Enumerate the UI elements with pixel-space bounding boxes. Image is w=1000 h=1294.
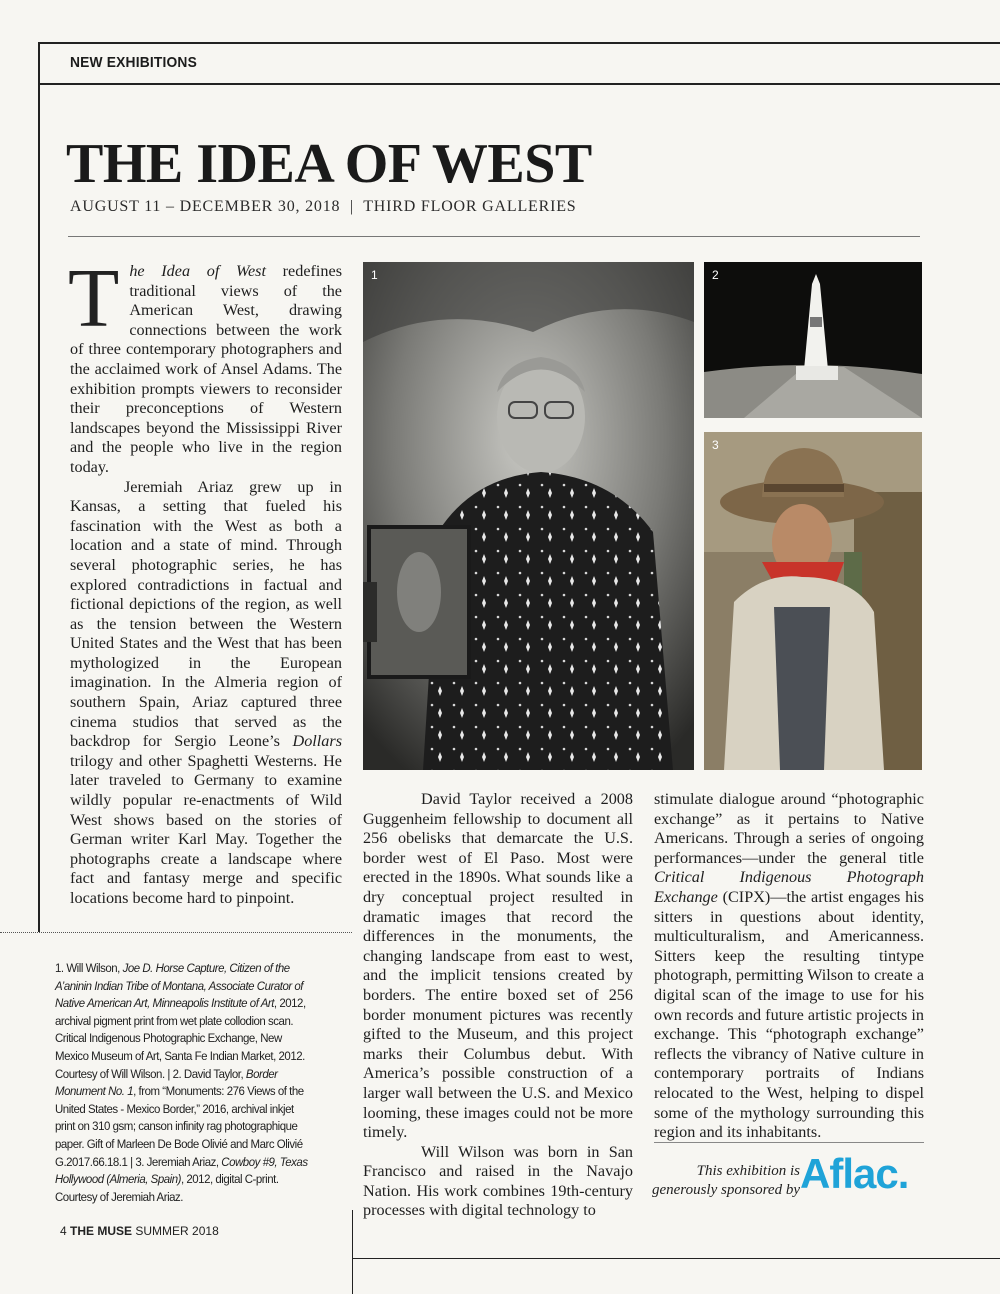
photo-wilson-portrait bbox=[363, 262, 694, 770]
cipx-paragraph: stimulate dialogue around “photographic exchange” as it pertains to Native Americans. Through a series of ongoing performances—under the general title Critical Indigenous Photograph Exchange (CIPX)—the artist engages his sitters in questions about identity, multiculturalism, and Americanness. Sitters keep the resulting tintype photograph, permitting Wilson to create a digital scan of the image to use for his own records and future artistic projects in exchange. This “photograph exchange” reflects the vibrancy of Native culture in contemporary portraits of Indians relocated to the West, helping to dispel some of the mythology surrounding this region and its inhabitants. bbox=[654, 790, 924, 1142]
left-frame-line bbox=[38, 42, 40, 932]
obelisk-image bbox=[704, 262, 922, 418]
header-rule bbox=[38, 83, 1000, 85]
photo-number-2: 2 bbox=[712, 268, 719, 282]
photo-cowboy bbox=[704, 432, 922, 770]
caption-dotted-separator bbox=[0, 932, 352, 933]
aflac-logo: Aflac. bbox=[800, 1150, 909, 1197]
exhibition-dates: AUGUST 11 – DECEMBER 30, 2018 | THIRD FLOOR GALLERIES bbox=[70, 198, 577, 215]
photo-number-3: 3 bbox=[712, 438, 719, 452]
page-number: 4 bbox=[60, 1224, 67, 1238]
photo-number-1: 1 bbox=[371, 268, 378, 282]
article-column-3 bbox=[654, 790, 924, 1143]
drop-cap: T bbox=[68, 252, 120, 345]
section-label: NEW EXHIBITIONS bbox=[70, 54, 197, 71]
intro-paragraph: The Idea of West redefines traditional views of the American West, drawing connections between the work of three contemporary photographers and the acclaimed work of Ansel Adams. The exhibition prompts viewers to reconsider their preconceptions of Western landscapes beyond the Mississippi River and the people who live in the region today. bbox=[68, 252, 342, 476]
sponsor-text: This exhibition is generously sponsored by bbox=[651, 1163, 800, 1198]
article-column-1 bbox=[68, 252, 342, 909]
photo-border-monument bbox=[704, 262, 922, 418]
article-column-2 bbox=[363, 790, 633, 1221]
title-rule bbox=[68, 236, 920, 237]
footer-rule bbox=[352, 1258, 1000, 1259]
footer-vertical-line bbox=[352, 1210, 353, 1294]
wilson-paragraph: Will Wilson was born in San Francisco and raised in the Navajo Nation. His work combines 19th-century processes with digital technology to bbox=[363, 1142, 633, 1220]
magazine-name: THE MUSE bbox=[70, 1224, 133, 1238]
tintype-portrait-image bbox=[363, 262, 694, 770]
top-frame-line bbox=[38, 42, 1000, 44]
issue-name: SUMMER 2018 bbox=[135, 1224, 219, 1238]
ariaz-paragraph: Jeremiah Ariaz grew up in Kansas, a setting that fueled his fascination with the West as both a location and a state of mind. Through several photographic series, he has explored contradictions in factual and fictional depictions of the region, as well as the tension between the Western United States and the West that has been mythologized in the European imagination. In the Almeria region of southern Spain, Ariaz captured three cinema studios that served as the backdrop for Sergio Leone’s Dollars trilogy and other Spaghetti Westerns. He later traveled to Germany to examine wildly popular re-enactments of Wild West shows based on the stories of German writer Karl May. Together the photographs create a landscape where fact and fantasy merge and specific locations become hard to pinpoint. bbox=[70, 477, 342, 907]
photo-captions: 1. Will Wilson, Joe D. Horse Capture, Citizen of the A’aninin Indian Tribe of Montana, Associate Curator of Native American Art, Minneapolis Institute of Art, 2012, archival pigment print from wet plate collodion scan. Critical Indigenous Photographic Exchange, New Mexico Museum of Art, Santa Fe Indian Market, 2012. Courtesy of Will Wilson. | 2. David Taylor, Border Monument No. 1, from “Monuments: 276 Views of the United States - Mexico Border,” 2016, archival inkjet print on 310 gsm; canson infinity rag photographique paper. Gift of Marleen De Bode Olivié and Marc Olivié G.2017.66.18.1 | 3. Jeremiah Ariaz, Cowboy #9, Texas Hollywood (Almeria, Spain), 2012, digital C-print. Courtesy of Jeremiah Ariaz. bbox=[55, 961, 308, 1204]
cowboy-image bbox=[704, 432, 922, 770]
page-footer bbox=[60, 1224, 219, 1238]
taylor-paragraph: David Taylor received a 2008 Guggenheim fellowship to document all 256 obelisks that demarcate the U.S. border west of El Paso. Most were erected in the 1890s. What sounds like a dry conceptual project resulted in dramatic images that record the differences in the monuments, the changing landscape from east to west, and the implicit tensions created by borders. The entire boxed set of 256 border monument pictures was recently gifted to the Museum, and this project marks their Columbus debut. With America’s possible construction of a larger wall between the U.S. and Mexico looming, these images could not be more timely. bbox=[363, 790, 633, 1142]
page-title: THE IDEA OF WEST bbox=[66, 133, 592, 195]
